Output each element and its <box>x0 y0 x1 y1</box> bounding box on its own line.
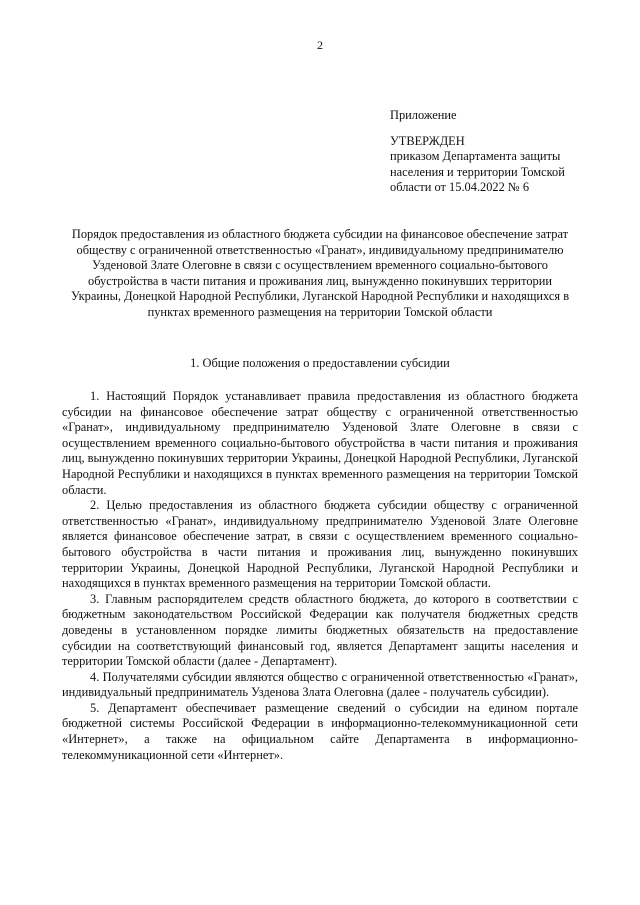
document-body <box>62 389 578 763</box>
paragraph: 4. Получателями субсидии являются общество с ограниченной ответственностью «Гранат», индивидуальный предприниматель Узденова Злата Олеговна (далее - получатель субсидии). <box>62 669 578 700</box>
approved-label: УТВЕРЖДЕН <box>390 133 465 148</box>
paragraph: 3. Главным распорядителем средств областного бюджета, до которого в соответствии с бюджетным законодательством Российской Федерации как получателя бюджетных средств доведены в установленном порядке лимиты бюджетных обязательств на предоставление субсидии на соответствующий финансовый год, является Департамент защиты населения и территории Томской области (далее - Департамент). <box>62 591 578 669</box>
appendix-block <box>390 108 600 196</box>
paragraph: 1. Настоящий Порядок устанавливает правила предоставления из областного бюджета субсидии на финансовое обеспечение затрат обществу с ограниченной ответственностью «Гранат», индивидуальному предпринимателю Узденовой Злате Олеговне в связи с осуществлением временного социально-бытового обустройства в части питания и проживания лиц, вынужденно покинувших территории Украины, Донецкой Народной Республики, Луганской Народной Республики и находящихся в пунктах временного размещения на территории Томской области. <box>62 389 578 497</box>
document-title: Порядок предоставления из областного бюджета субсидии на финансовое обеспечение затрат обществу с ограниченной ответственностью «Гранат», индивидуальному предпринимателю Узденовой Злате Олеговне в связи с осуществлением временного социально-бытового обустройства в части питания и проживания лиц, вынужденно покинувших территории Украины, Донецкой Народной Республики, Луганской Народной Республики и находящихся в пунктах временного размещения на территории Томской области <box>70 227 570 319</box>
paragraph: 2. Целью предоставления из областного бюджета субсидии обществу с ограниченной ответственностью «Гранат», индивидуальному предпринимателю Узденовой Злате Олеговне является финансовое обеспечение затрат, в связи с осуществлением временного социально-бытового обустройства в части питания и проживания лиц, вынужденно покинувших территории Украины, Донецкой Народной Республики, Луганской Народной Республики и находящихся в пунктах временного размещения на территории Томской области. <box>62 498 578 591</box>
approval-line: области от 15.04.2022 № 6 <box>390 180 530 195</box>
section-heading: 1. Общие положения о предоставлении субсидии <box>190 356 450 370</box>
appendix-label: Приложение <box>390 108 457 122</box>
paragraph: 5. Департамент обеспечивает размещение сведений о субсидии на едином портале бюджетной системы Российской Федерации в информационно-телекоммуникационной сети «Интернет», а также на официальном сайте Департамента в информационно-телекоммуникационной сети «Интернет». <box>62 700 578 762</box>
page-number: 2 <box>317 38 323 52</box>
approval-line: населения и территории Томской <box>390 164 565 179</box>
approval-line: приказом Департамента защиты <box>390 149 561 164</box>
